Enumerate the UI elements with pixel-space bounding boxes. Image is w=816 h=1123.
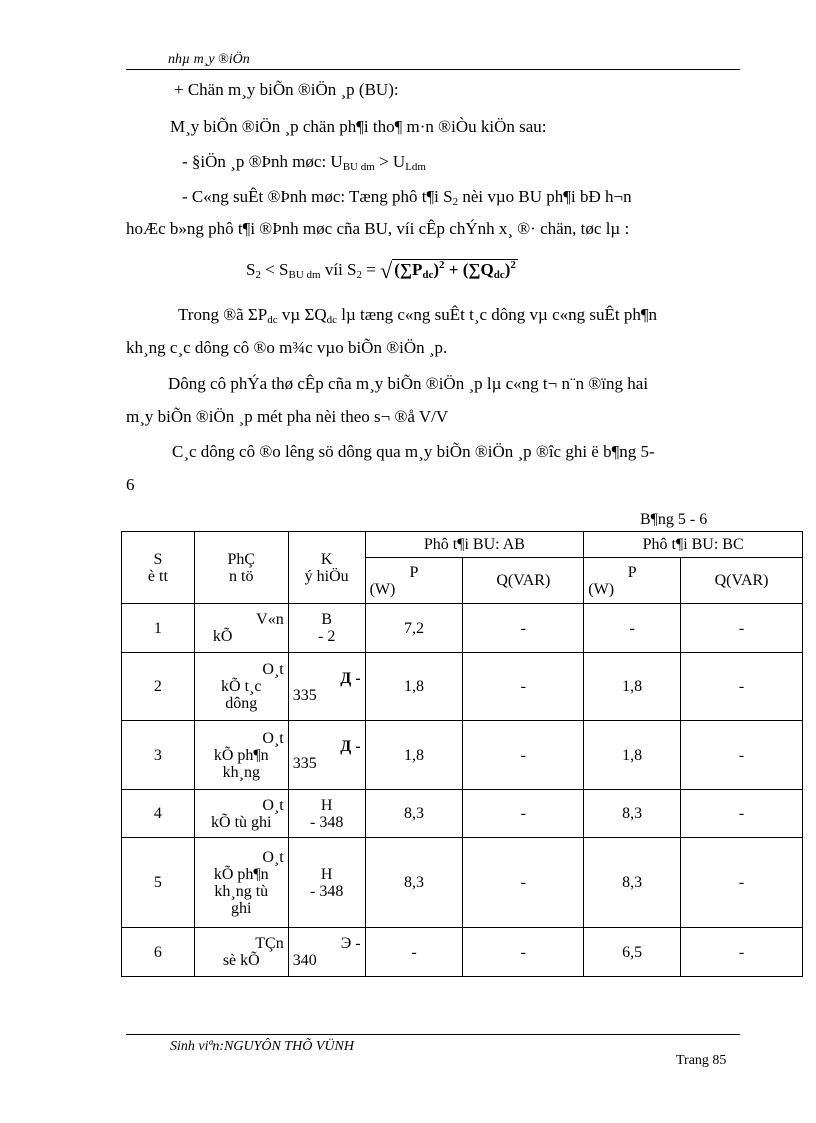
header-title: nhµ m¸y ®iÖn: [168, 52, 250, 67]
header-name: PhÇ n tö: [194, 532, 288, 604]
header-group-ab: Phô t¶i BU: AB: [365, 532, 584, 558]
condition-voltage: - §iÖn ¸p ®Þnh møc: $U_{BU dm} > U_{Ldm}$: [182, 152, 426, 173]
para2-line1: Dông cô phÝa thø cÊp cña m¸y biÕn ®iÖn ¸p lµ c«ng t¬ n¨n ®ïng hai: [168, 374, 649, 393]
table-caption: B¶ng 5 - 6: [640, 511, 708, 528]
header-q-bc: Q(VAR): [681, 558, 803, 604]
footer-author: Sinh viªn:NGUYÔN THÕ VÜNH: [170, 1039, 354, 1054]
sqrt-sign: √: [380, 258, 393, 283]
table-header-row: [122, 532, 803, 558]
para1-line1: Trong ®ã $\Sigma P_{dc}$ vµ $\Sigma Q_{dc}$ lµ tæng c«ng suÊt t¸c dông vµ c«ng suÊt ph¶n: [178, 305, 658, 326]
table-row: 4 O¸t kÕ tù ghi H - 348 8,3 - 8,3 -: [122, 790, 803, 838]
header-stt: S è tt: [122, 532, 195, 604]
load-formula: $S_2 < S_{BU dm}$ víi $S_2$ = √ $(\sum P_{dc})^2 + (\sum Q_{dc})^2$: [246, 258, 516, 283]
bu-intro: M¸y biÕn ®iÖn ¸p chän ph¶i tho¶ m·n ®iÒu kiÖn sau:: [170, 117, 547, 136]
footer-rule: [126, 1034, 740, 1035]
condition-power-line1: - C«ng suÊt ®Þnh møc: Tæng phô t¶i $S_2$ nèi vµo BU ph¶i bÐ h¬n: [182, 187, 632, 208]
header-p-ab: P (W): [365, 558, 463, 604]
radicand: $(\sum P_{dc})^2 + (\sum Q_{dc})^2$: [394, 259, 516, 281]
header-group-bc: Phô t¶i BU: BC: [584, 532, 803, 558]
para3-line2: 6: [126, 475, 135, 494]
header-q-ab: Q(VAR): [463, 558, 584, 604]
bu-heading: + Chän m¸y biÕn ®iÖn ¸p (BU):: [174, 80, 399, 99]
condition-power-line2: hoÆc b»ng phô t¶i ®Þnh møc cña BU, víi cÊp chÝnh x¸ ®· chän, tøc lµ :: [126, 219, 630, 238]
table-row: 3 O¸t kÕ ph¶n kh¸ng Д - 335 1,8 - 1,8 -: [122, 721, 803, 790]
para2-line2: m¸y biÕn ®iÖn ¸p mét pha nèi theo s¬ ®å V/V: [126, 407, 449, 426]
header-p-bc: P (W): [584, 558, 681, 604]
table-row: 5 O¸t kÕ ph¶n kh¸ng tù ghi H - 348 8,3 - 8,3 -: [122, 838, 803, 928]
instrument-table: [121, 531, 803, 977]
table-row: 6 TÇn sè kÕ Э - 340 - - 6,5 -: [122, 928, 803, 977]
table-row: 1 V«n kÕ B - 2 7,2 - - -: [122, 604, 803, 653]
table-row: 2 O¸t kÕ t¸c dông Д - 335 1,8 - 1,8 -: [122, 653, 803, 721]
para3-line1: C¸c dông cô ®o lêng sö dông qua m¸y biÕn ®iÖn ¸p ®îc ghi ë b¶ng 5-: [172, 442, 655, 461]
para1-line2: kh¸ng c¸c dông cô ®o m¾c vµo biÕn ®iÖn ¸p.: [126, 338, 448, 357]
header-rule: [126, 69, 740, 70]
header-symbol: K ý hiÖu: [288, 532, 365, 604]
page-number: Trang 85: [676, 1053, 727, 1068]
